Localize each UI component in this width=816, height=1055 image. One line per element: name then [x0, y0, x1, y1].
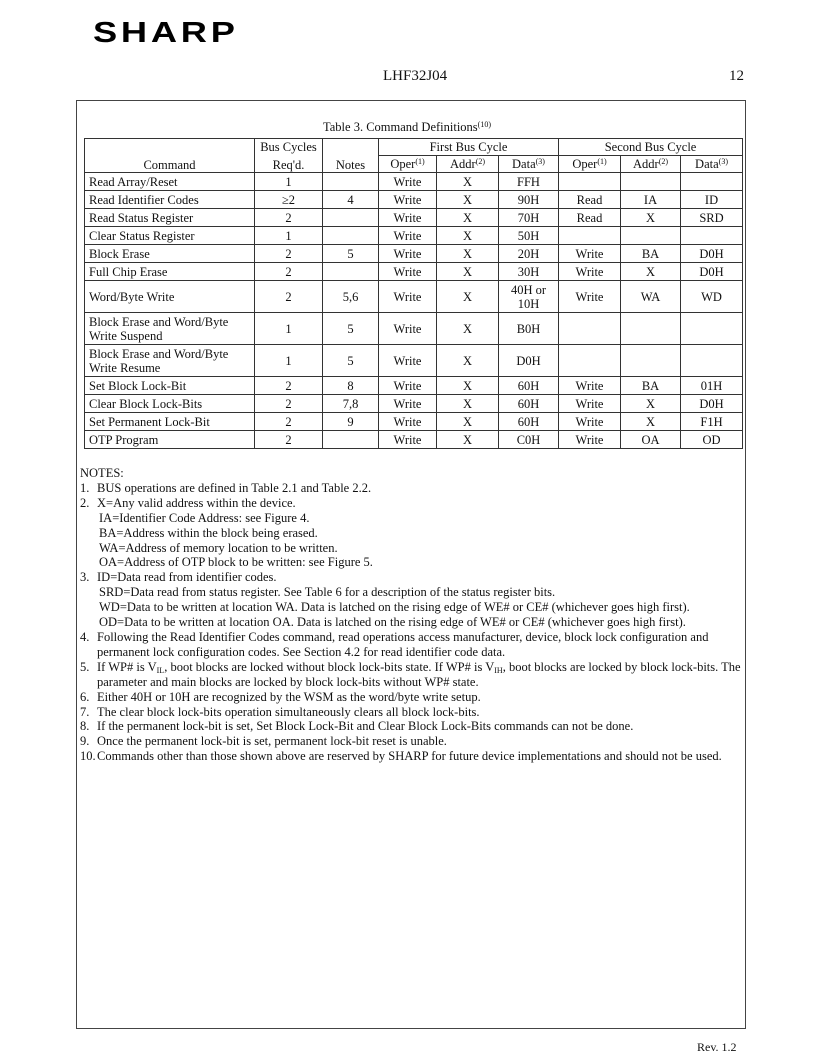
note-2-detail: IA=Identifier Code Address: see Figure 4.: [99, 510, 310, 525]
cell-notes: 5: [323, 313, 379, 345]
cell-oper1: Write: [379, 313, 437, 345]
cell-oper2: Write: [559, 263, 621, 281]
table-row: [85, 413, 743, 431]
cell-oper2: [559, 313, 621, 345]
header-addr-1: Addr$^{(2)}$: [437, 156, 499, 173]
cell-oper1: Write: [379, 263, 437, 281]
cell-addr1: X: [437, 377, 499, 395]
cell-oper1: Write: [379, 413, 437, 431]
cell-oper1: Write: [379, 209, 437, 227]
cell-command: OTP Program: [85, 431, 255, 449]
note-3: 3. ID=Data read from identifier codes.: [80, 570, 277, 585]
cell-data1: D0H: [499, 345, 559, 377]
cell-oper1: Write: [379, 227, 437, 245]
cell-notes: [323, 263, 379, 281]
cell-data1: 30H: [499, 263, 559, 281]
cell-addr2: BA: [621, 377, 681, 395]
cell-addr1: X: [437, 173, 499, 191]
document-id: LHF32J04: [383, 68, 448, 84]
sharp-logo: SHARP: [93, 17, 239, 49]
table-header-row: [85, 156, 743, 173]
header-command-top: [85, 139, 255, 156]
header-data-2: Data$^{(3)}$: [681, 156, 743, 173]
cell-command: Block Erase and Word/Byte Write Resume: [85, 345, 255, 377]
cell-addr2: IA: [621, 191, 681, 209]
cell-addr2: OA: [621, 431, 681, 449]
table-header-row: [85, 139, 743, 156]
cell-oper2: Read: [559, 209, 621, 227]
cell-cycles: 1: [255, 345, 323, 377]
cell-addr1: X: [437, 413, 499, 431]
cell-oper2: Write: [559, 431, 621, 449]
cell-oper2: [559, 173, 621, 191]
cell-data1: B0H: [499, 313, 559, 345]
header-notes-top: [323, 139, 379, 156]
note-2: 2. X=Any valid address within the device.: [80, 495, 296, 510]
cell-oper2: Write: [559, 281, 621, 313]
cell-oper1: Write: [379, 345, 437, 377]
cell-notes: 9: [323, 413, 379, 431]
cell-data2: 01H: [681, 377, 743, 395]
table-row: [85, 313, 743, 345]
cell-data2: F1H: [681, 413, 743, 431]
table-row: [85, 191, 743, 209]
table-row: [85, 281, 743, 313]
cell-command: Set Permanent Lock-Bit: [85, 413, 255, 431]
header-notes: Notes: [323, 156, 379, 173]
cell-addr1: X: [437, 395, 499, 413]
note-3-detail: WD=Data to be written at location WA. Data is latched on the rising edge of WE# or CE# (whichever goes high first).: [99, 600, 690, 615]
cell-addr2: [621, 173, 681, 191]
note-2-detail: WA=Address of memory location to be written.: [99, 540, 338, 555]
cell-addr2: X: [621, 263, 681, 281]
cell-oper1: Write: [379, 245, 437, 263]
cell-cycles: 2: [255, 413, 323, 431]
cell-oper2: Write: [559, 377, 621, 395]
cell-data1: 60H: [499, 413, 559, 431]
cell-data2: D0H: [681, 263, 743, 281]
note-2-detail: OA=Address of OTP block to be written: see Figure 5.: [99, 555, 373, 570]
cell-data2: D0H: [681, 245, 743, 263]
cell-command: Full Chip Erase: [85, 263, 255, 281]
cell-command: Clear Block Lock-Bits: [85, 395, 255, 413]
cell-data2: D0H: [681, 395, 743, 413]
header-first-bus-cycle: First Bus Cycle: [379, 139, 559, 156]
table-caption: [323, 120, 491, 135]
cell-cycles: 2: [255, 395, 323, 413]
header-addr-2: Addr$^{(2)}$: [621, 156, 681, 173]
cell-cycles: 1: [255, 227, 323, 245]
cell-addr2: WA: [621, 281, 681, 313]
cell-data1: 60H: [499, 377, 559, 395]
cell-addr2: [621, 345, 681, 377]
cell-addr1: X: [437, 209, 499, 227]
header-oper-1: Oper$^{(1)}$: [379, 156, 437, 173]
cell-data2: [681, 173, 743, 191]
cell-oper2: Write: [559, 245, 621, 263]
note-4: 4. Following the Read Identifier Codes command, read operations access manufacturer, device, block lock configuration and permanent lock configuration codes. See Section 4.2 for read identifier code data.: [80, 629, 709, 659]
cell-data1: 90H: [499, 191, 559, 209]
table-row: [85, 245, 743, 263]
cell-data2: [681, 313, 743, 345]
caption-text: Table 3. Command Definitions: [323, 120, 478, 134]
cell-notes: [323, 173, 379, 191]
note-3-detail: SRD=Data read from status register. See Table 6 for a description of the status register bits.: [99, 585, 556, 600]
header-bus-cycles: Bus Cycles: [255, 139, 323, 156]
note-2-detail: BA=Address within the block being erased.: [99, 525, 318, 540]
cell-data2: ID: [681, 191, 743, 209]
cell-data1: 60H: [499, 395, 559, 413]
header-reqd: Req'd.: [255, 156, 323, 173]
cell-cycles: 2: [255, 281, 323, 313]
cell-oper2: [559, 227, 621, 245]
table-row: [85, 209, 743, 227]
cell-oper1: Write: [379, 281, 437, 313]
cell-data1: C0H: [499, 431, 559, 449]
cell-data2: OD: [681, 431, 743, 449]
table-row: [85, 377, 743, 395]
cell-addr1: X: [437, 313, 499, 345]
note-9: 9. Once the permanent lock-bit is set, permanent lock-bit reset is unable.: [80, 734, 447, 749]
cell-addr2: X: [621, 209, 681, 227]
notes-heading: NOTES:: [80, 466, 124, 480]
cell-cycles: 2: [255, 209, 323, 227]
page-number: 12: [729, 68, 744, 84]
cell-addr2: [621, 313, 681, 345]
note-1: 1. BUS operations are defined in Table 2.1 and Table 2.2.: [80, 480, 372, 495]
cell-notes: [323, 209, 379, 227]
cell-addr1: X: [437, 227, 499, 245]
cell-notes: 5,6: [323, 281, 379, 313]
cell-data2: SRD: [681, 209, 743, 227]
cell-addr2: BA: [621, 245, 681, 263]
cell-addr1: X: [437, 245, 499, 263]
cell-data1: 50H: [499, 227, 559, 245]
table-row: [85, 173, 743, 191]
cell-oper2: Write: [559, 413, 621, 431]
cell-data1: 40H or 10H: [499, 281, 559, 313]
header-second-bus-cycle: Second Bus Cycle: [559, 139, 743, 156]
cell-notes: 8: [323, 377, 379, 395]
note-5: 5. If WP# is $V_{IL}$, boot blocks are locked without block lock-bits state. If WP# is $V_{IH}$, boot blocks are locked by block lock-bits. The parameter and main blocks are locked by block lock-bits without WP# state.: [80, 659, 741, 689]
cell-data1: 20H: [499, 245, 559, 263]
cell-command: Read Status Register: [85, 209, 255, 227]
cell-data2: WD: [681, 281, 743, 313]
cell-command: Block Erase and Word/Byte Write Suspend: [85, 313, 255, 345]
cell-command: Read Identifier Codes: [85, 191, 255, 209]
cell-cycles: ≥2: [255, 191, 323, 209]
note-3-detail: OD=Data to be written at location OA. Data is latched on the rising edge of WE# or CE# (whichever goes high first).: [99, 615, 686, 630]
header-oper-2: Oper$^{(1)}$: [559, 156, 621, 173]
command-definitions-table: [84, 138, 743, 449]
header-command: Command: [85, 156, 255, 173]
note-7: 7. The clear block lock-bits operation simultaneously clears all block lock-bits.: [80, 704, 480, 719]
cell-addr2: X: [621, 413, 681, 431]
cell-oper1: Write: [379, 377, 437, 395]
cell-oper2: Write: [559, 395, 621, 413]
cell-notes: [323, 227, 379, 245]
cell-data1: FFH: [499, 173, 559, 191]
cell-data2: [681, 345, 743, 377]
cell-command: Set Block Lock-Bit: [85, 377, 255, 395]
caption-note-ref: (10): [477, 120, 491, 129]
cell-oper1: Write: [379, 431, 437, 449]
table-row: [85, 395, 743, 413]
cell-notes: 5: [323, 345, 379, 377]
note-6: 6. Either 40H or 10H are recognized by the WSM as the word/byte write setup.: [80, 689, 481, 704]
revision-label: Rev. 1.2: [697, 1040, 737, 1054]
cell-command: Word/Byte Write: [85, 281, 255, 313]
cell-addr1: X: [437, 263, 499, 281]
cell-command: Clear Status Register: [85, 227, 255, 245]
cell-data1: 70H: [499, 209, 559, 227]
cell-addr1: X: [437, 345, 499, 377]
cell-addr2: [621, 227, 681, 245]
cell-notes: 5: [323, 245, 379, 263]
cell-oper1: Write: [379, 191, 437, 209]
cell-cycles: 2: [255, 245, 323, 263]
cell-addr1: X: [437, 191, 499, 209]
cell-cycles: 1: [255, 173, 323, 191]
cell-command: Read Array/Reset: [85, 173, 255, 191]
table-row: [85, 263, 743, 281]
cell-notes: [323, 431, 379, 449]
cell-cycles: 2: [255, 377, 323, 395]
header-data-1: Data$^{(3)}$: [499, 156, 559, 173]
note-10: 10.Commands other than those shown above are reserved by SHARP for future device implementations and should not be used.: [80, 749, 722, 764]
cell-addr1: X: [437, 431, 499, 449]
cell-notes: 4: [323, 191, 379, 209]
cell-cycles: 2: [255, 263, 323, 281]
cell-command: Block Erase: [85, 245, 255, 263]
cell-cycles: 2: [255, 431, 323, 449]
cell-addr2: X: [621, 395, 681, 413]
note-8: 8. If the permanent lock-bit is set, Set Block Lock-Bit and Clear Block Lock-Bits commands can not be done.: [80, 719, 634, 734]
notes-section: [80, 466, 742, 764]
cell-data2: [681, 227, 743, 245]
cell-oper2: Read: [559, 191, 621, 209]
cell-oper1: Write: [379, 173, 437, 191]
cell-notes: 7,8: [323, 395, 379, 413]
cell-oper1: Write: [379, 395, 437, 413]
table-row: [85, 431, 743, 449]
table-row: [85, 227, 743, 245]
table-row: [85, 345, 743, 377]
cell-oper2: [559, 345, 621, 377]
cell-addr1: X: [437, 281, 499, 313]
cell-cycles: 1: [255, 313, 323, 345]
